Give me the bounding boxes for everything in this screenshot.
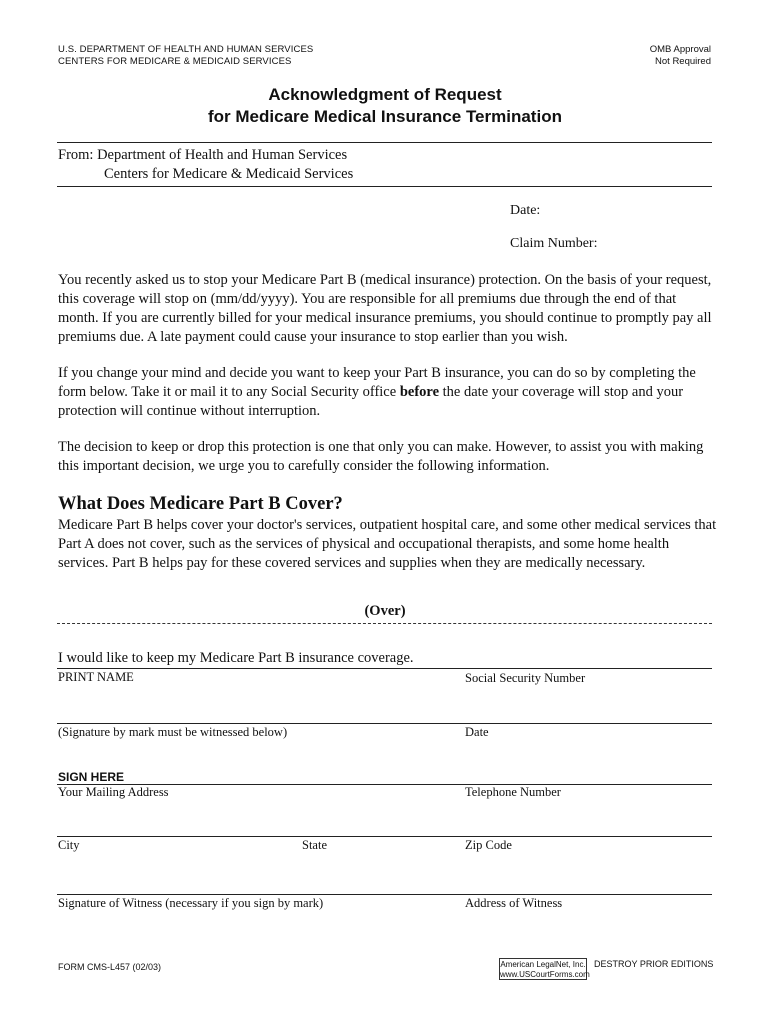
keep-statement: I would like to keep my Medicare Part B insurance coverage. bbox=[58, 650, 414, 666]
p2-text-b: the date your coverage will stop and your protection will continue without interruption. bbox=[58, 384, 684, 419]
city-field[interactable]: City bbox=[58, 838, 80, 852]
from-block bbox=[58, 146, 353, 184]
city-line bbox=[57, 894, 712, 895]
paragraph-termination: You recently asked us to stop your Medicare Part B (medical insurance) protection. On the basis of your request, this coverage will stop on (mm/dd/yyyy). You are responsible for all premiums due through the end of that month. If you are currently billed for your medical insurance premiums, you should continue to promptly pay all premiums due. A late payment could cause your insurance to stop earlier than you wish. bbox=[58, 272, 712, 345]
destroy-notice: DESTROY PRIOR EDITIONS bbox=[594, 959, 714, 969]
from-line-2: Centers for Medicare & Medicaid Services bbox=[104, 166, 354, 182]
witness-address-field[interactable]: Address of Witness bbox=[465, 896, 563, 910]
omb-line-2: Not Required bbox=[655, 56, 711, 67]
paragraph-change-mind bbox=[58, 364, 718, 421]
paragraph-part-b: Medicare Part B helps cover your doctor's services, outpatient hospital care, and some other medical services that Part A does not cover, such as the services of physical and occupational therapists, and some home health services. Part B helps pay for these covered services and supplies when they are medically necessary. bbox=[58, 517, 717, 571]
section-heading: What Does Medicare Part B Cover? bbox=[58, 494, 343, 514]
aln-line-1: American LegalNet, Inc. bbox=[500, 960, 586, 969]
sign-here-label: SIGN HERE bbox=[58, 770, 125, 784]
date-field[interactable]: Date bbox=[465, 725, 489, 739]
paragraph-decision: The decision to keep or drop this protection is one that only you can make. However, to assist you with making this important decision, we urge you to carefully consider the following information. bbox=[58, 439, 704, 474]
page-title bbox=[0, 84, 770, 128]
top-divider bbox=[57, 142, 712, 143]
address-line bbox=[57, 836, 712, 837]
title-line-1: Acknowledgment of Request bbox=[268, 85, 502, 104]
ssn-field[interactable]: Social Security Number bbox=[465, 671, 586, 685]
p2-text-a: If you change your mind and decide you want to keep your Part B insurance, you can do so by completing the form below. Take it or mail it to any Social Security office bbox=[58, 365, 696, 400]
aln-line-2: www.USCourtForms.com bbox=[500, 970, 590, 979]
agency-line-1: U.S. DEPARTMENT OF HEALTH AND HUMAN SERVICES bbox=[58, 44, 314, 55]
telephone-field[interactable]: Telephone Number bbox=[465, 785, 561, 799]
name-line bbox=[57, 723, 712, 724]
signature-field[interactable]: (Signature by mark must be witnessed below) bbox=[58, 725, 288, 739]
witness-signature-field[interactable]: Signature of Witness (necessary if you sign by mark) bbox=[58, 896, 324, 910]
cut-line bbox=[57, 623, 712, 624]
p2-bold-before: before bbox=[399, 384, 440, 400]
state-field[interactable]: State bbox=[302, 838, 327, 852]
form-top-line bbox=[57, 668, 712, 669]
print-name-field[interactable]: PRINT NAME bbox=[58, 670, 134, 684]
american-legalnet-box bbox=[499, 958, 590, 980]
claim-number-label: Claim Number: bbox=[510, 236, 598, 251]
omb-notice bbox=[650, 44, 711, 68]
omb-line-1: OMB Approval bbox=[649, 44, 711, 55]
agency-header bbox=[58, 44, 313, 68]
title-line-2: for Medicare Medical Insurance Termination bbox=[208, 107, 562, 126]
date-label: Date: bbox=[510, 203, 541, 218]
agency-line-2: CENTERS FOR MEDICARE & MEDICAID SERVICES bbox=[58, 56, 292, 67]
from-label: From: bbox=[58, 147, 94, 163]
from-divider bbox=[57, 186, 712, 187]
zip-code-field[interactable]: Zip Code bbox=[465, 838, 512, 852]
mailing-address-field[interactable]: Your Mailing Address bbox=[58, 785, 169, 799]
from-line-1: Department of Health and Human Services bbox=[97, 147, 348, 163]
form-number: FORM CMS-L457 (02/03) bbox=[58, 962, 162, 972]
over-label: (Over) bbox=[364, 603, 406, 619]
